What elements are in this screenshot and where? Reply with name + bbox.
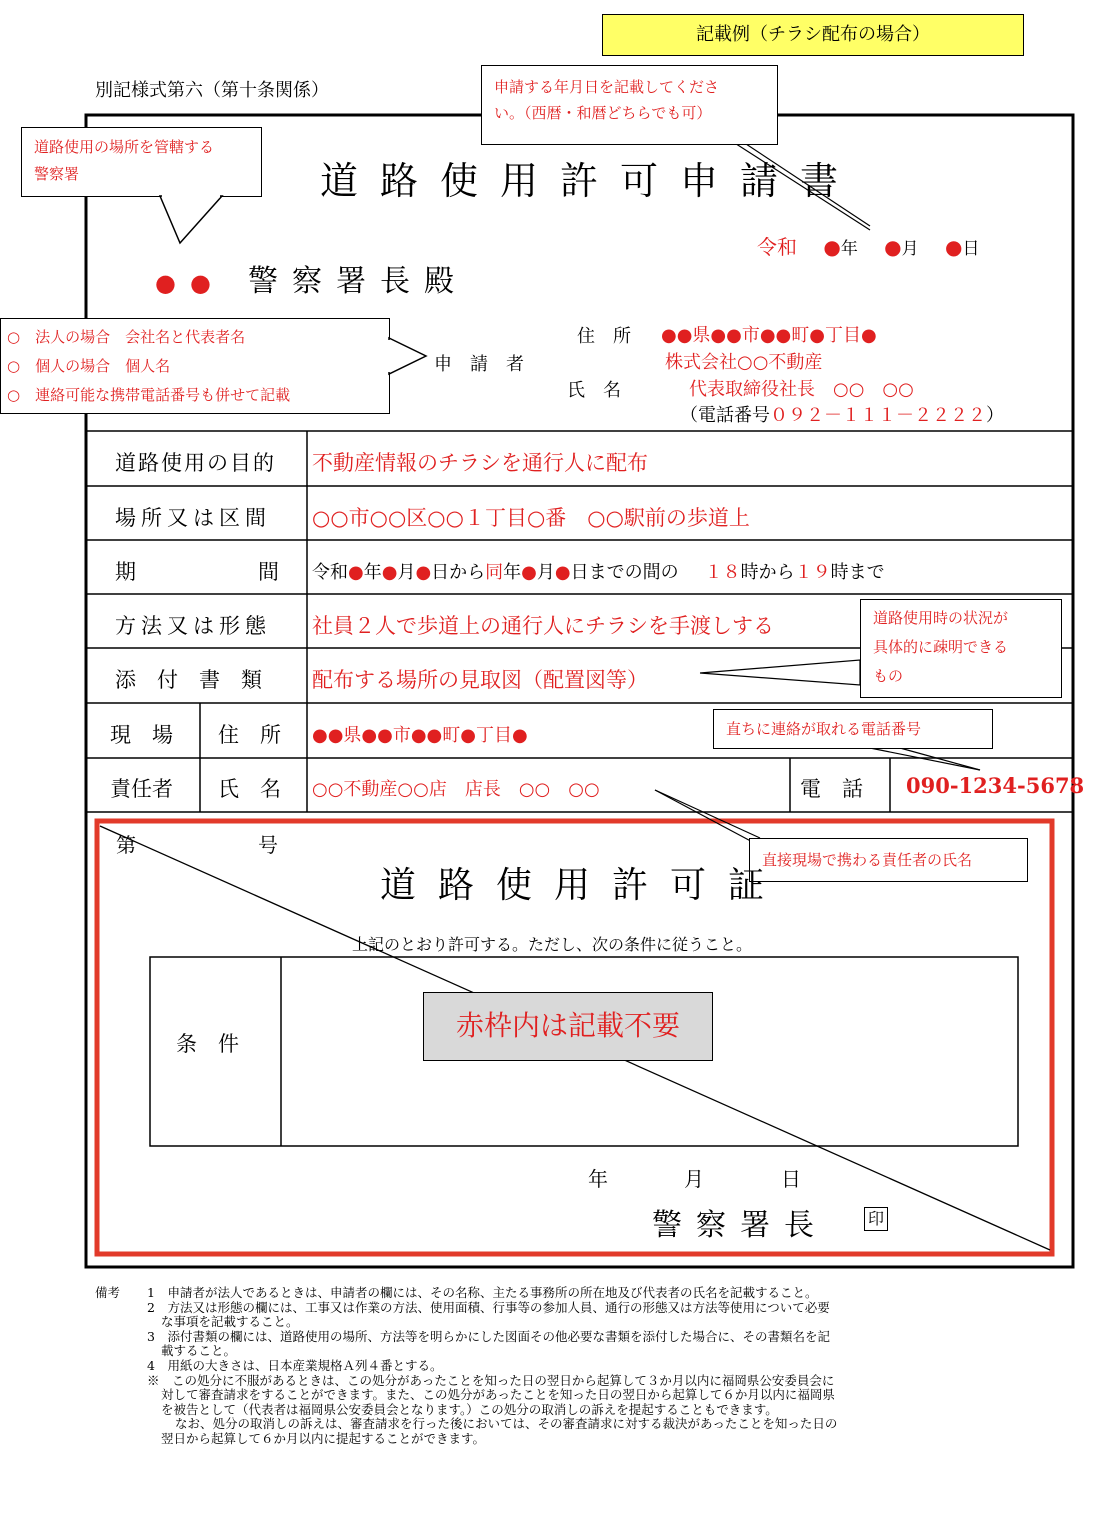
no-entry-box: 赤枠内は記載不要 bbox=[423, 992, 713, 1061]
attach-value: 配布する場所の見取図（配置図等） bbox=[312, 668, 648, 692]
remark-line: なお、処分の取消しの訴えは、審査請求を行った後においては、その審査請求に対する裁決があったことを知った日の bbox=[175, 1416, 838, 1432]
location-value: ○○市○○区○○１丁目○番 ○○駅前の歩道上 bbox=[312, 506, 750, 530]
remark-line: な事項を記載すること。 bbox=[161, 1314, 299, 1330]
method-value: 社員２人で歩道上の通行人にチラシを手渡しする bbox=[312, 614, 774, 638]
name-label: 氏 名 bbox=[567, 380, 621, 401]
location-label: 場所又は区間 bbox=[115, 506, 271, 530]
condition-label: 条 件 bbox=[176, 1032, 239, 1056]
callout-responsible: 直接現場で携わる責任者の氏名 bbox=[749, 838, 1028, 882]
company-name: 株式会社○○不動産 bbox=[665, 352, 823, 373]
permit-number-label-1: 第 bbox=[116, 833, 136, 857]
sample-banner-label: 記載例（チラシ配布の場合） bbox=[696, 24, 930, 45]
representative-name: 代表取締役社長 ○○ ○○ bbox=[689, 379, 914, 400]
remark-line: 対して審査請求をすることができます。また、この処分があったことを知った日の翌日から起算して６か月以内に福岡県 bbox=[161, 1387, 835, 1403]
permit-condition-text: 上記のとおり許可する。ただし、次の条件に従うこと。 bbox=[352, 935, 753, 954]
permit-title: 道路使用許可証 bbox=[380, 865, 787, 906]
remark-line: を被告として（代表者は福岡県公安委員会となります。）この処分の取消しの訴えを提起することもできます。 bbox=[161, 1401, 778, 1417]
applicant-label: 申 請 者 bbox=[434, 354, 524, 375]
period-label-1: 期 bbox=[115, 560, 136, 584]
period-label-2: 間 bbox=[258, 560, 279, 584]
site-name-value: ○○不動産○○店 店長 ○○ ○○ bbox=[312, 779, 600, 800]
site-address-value: ●●県●●市●●町●丁目● bbox=[312, 725, 528, 746]
permit-day-unit: 日 bbox=[781, 1167, 801, 1191]
callout-phone: 直ちに連絡が取れる電話番号 bbox=[713, 709, 993, 749]
callout-applicant: ○ 法人の場合 会社名と代表者名 ○ 個人の場合 個人名 ○ 連絡可能な携帯電話番号も併せて記載 bbox=[0, 318, 390, 414]
address-label: 住 所 bbox=[577, 326, 631, 347]
address-value: ●●県●●市●●町●丁目● bbox=[661, 325, 877, 346]
permit-year-unit: 年 bbox=[588, 1167, 608, 1191]
remark-line: 4 用紙の大きさは、日本産業規格Ａ列４番とする。 bbox=[147, 1357, 443, 1373]
application-title: 道路使用許可申請書 bbox=[320, 159, 861, 203]
purpose-value: 不動産情報のチラシを通行人に配布 bbox=[312, 451, 648, 475]
seal-mark: 印 bbox=[864, 1207, 888, 1231]
site-label: 現 場 bbox=[110, 723, 173, 747]
remark-line: ※ この処分に不服があるときは、この処分があったことを知った日の翌日から起算して３か月以内に福岡県公安委員会に bbox=[147, 1372, 835, 1388]
callout-date: 申請する年月日を記載してくださ い。（西暦・和暦どちらでも可） bbox=[481, 65, 778, 145]
site-address-label: 住 所 bbox=[218, 723, 281, 747]
purpose-label: 道路使用の目的 bbox=[115, 451, 276, 475]
addressee: ●● 警察署長殿 bbox=[155, 264, 468, 299]
permit-number-label-2: 号 bbox=[258, 833, 278, 857]
remark-line: 2 方法又は形態の欄には、工事又は作業の方法、使用面積、行事等の参加人員、通行の形態又は方法等使用について必要 bbox=[147, 1299, 830, 1315]
police-chief-label: 警察署長 bbox=[652, 1208, 828, 1243]
site-name-label: 氏 名 bbox=[218, 777, 281, 801]
callout-situation: 道路使用時の状況が 具体的に疎明できる もの bbox=[860, 599, 1062, 698]
attach-label: 添 付 書 類 bbox=[115, 668, 262, 692]
tel-label: 電 話 bbox=[800, 777, 863, 801]
permit-month-unit: 月 bbox=[684, 1167, 704, 1191]
remarks-header: 備考 bbox=[95, 1285, 121, 1300]
form-code: 別記様式第六（第十条関係） bbox=[95, 80, 329, 101]
callout-police-station: 道路使用の場所を管轄する 警察署 bbox=[21, 127, 262, 197]
application-date: 令和 ●年 ●月 ●日 bbox=[757, 235, 980, 259]
remark-line: 載すること。 bbox=[161, 1343, 237, 1359]
period-value: 令和●年●月●日から同年●月●日までの間の １８時から１９時まで bbox=[312, 562, 885, 583]
remark-line: 翌日から起算して６か月以内に提起することができます。 bbox=[161, 1430, 486, 1446]
remarks-list bbox=[147, 1286, 837, 1447]
tel-value: 090-1234-5678 bbox=[906, 773, 1085, 798]
applicant-phone: （電話番号０９２－１１１－２２２２） bbox=[680, 405, 1004, 426]
method-label: 方法又は形態 bbox=[115, 614, 271, 638]
manager-label: 責任者 bbox=[110, 777, 173, 801]
remark-line: 1 申請者が法人であるときは、申請者の欄には、その名称、主たる事務所の所在地及び代表者の氏名を記載すること。 bbox=[147, 1285, 818, 1300]
remark-line: 3 添付書類の欄には、道路使用の場所、方法等を明らかにした図面その他必要な書類を添付した場合に、その書類名を記 bbox=[147, 1328, 830, 1344]
